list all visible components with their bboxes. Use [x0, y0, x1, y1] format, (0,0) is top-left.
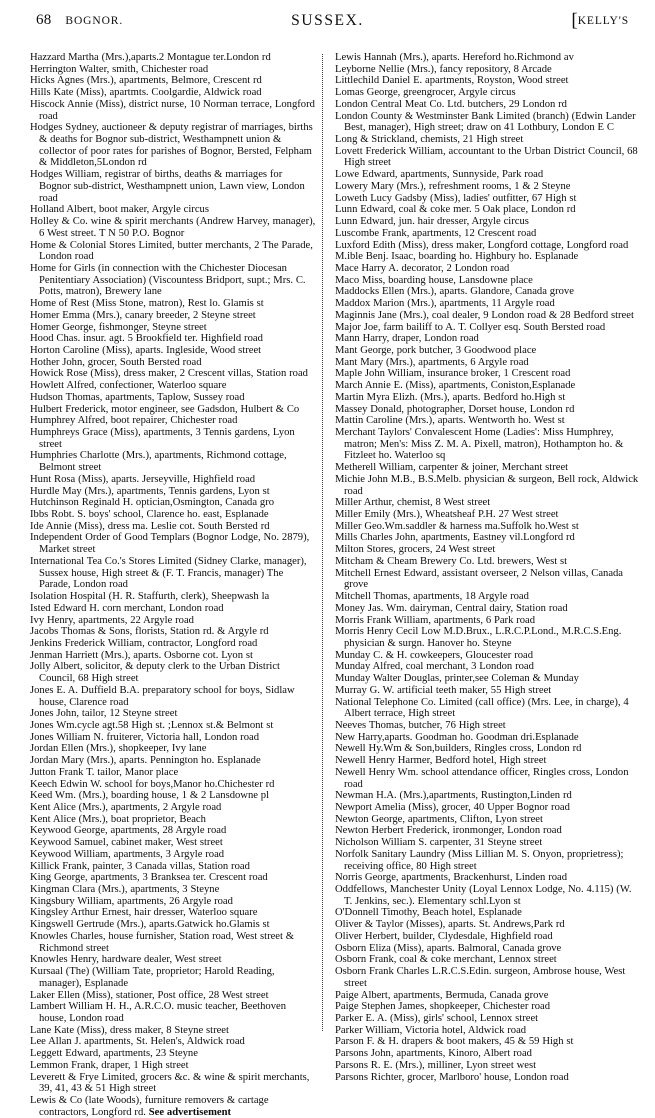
directory-entry: Independent Order of Good Templars (Bognor Lodge, No. 2879), Market street — [30, 532, 310, 556]
directory-entry: Holland Albert, boot maker, Argyle circus — [30, 204, 209, 216]
directory-entry: Lee Allan J. apartments, St. Helen's, Aldwick road — [30, 1036, 245, 1048]
directory-entry: Parker William, Victoria hotel, Aldwick road — [335, 1024, 527, 1036]
directory-entry: Parsons Richter, grocer, Marlboro' house, London road — [335, 1071, 569, 1083]
directory-entry: Maple John William, insurance broker, 1 Crescent road — [335, 368, 571, 380]
directory-entry: Lowery Mary (Mrs.), refreshment rooms, 1 & 2 Steyne — [335, 180, 571, 192]
directory-entry: Jutton Frank T. tailor, Manor place — [30, 766, 179, 778]
directory-entry: Jones William N. fruiterer, Victoria hall, London road — [30, 731, 259, 743]
directory-entry: Lemmon Frank, draper, 1 High street — [30, 1059, 189, 1071]
directory-entry: Lowe Edward, apartments, Sunnyside, Park road — [335, 169, 544, 181]
directory-entry: Jones John, tailor, 12 Steyne street — [30, 708, 178, 720]
directory-entry: Lambert William H. H., A.R.C.O. music teacher, Beethoven house, London road — [30, 1001, 287, 1024]
directory-entry: Maddox Marion (Mrs.), apartments, 11 Argyle road — [335, 298, 555, 310]
directory-entry: Kingsbury William, apartments, 26 Argyle road — [30, 895, 233, 907]
directory-entry: Osborn Eliza (Miss), aparts. Balmoral, Canada grove — [335, 942, 562, 954]
directory-entry: Newell Henry Wm. school attendance officer, Ringles cross, London road — [335, 766, 629, 790]
directory-entry: Jolly Albert, solicitor, & deputy clerk to the Urban District Council, 68 High street — [30, 661, 280, 685]
directory-entry: Oddfellows, Manchester Unity (Loyal Lennox Lodge, No. 4.115) (W. T. Jenkins, sec.). Elementary schl.Lyon st — [335, 884, 632, 907]
publisher-name: KELLY'S — [577, 15, 629, 27]
page-number: 68 — [36, 12, 52, 28]
directory-entry: Isted Edward H. corn merchant, London road — [30, 602, 224, 614]
directory-entry: Keech Edwin W. school for boys,Manor ho.Chichester rd — [30, 778, 275, 790]
column-right — [324, 52, 641, 1083]
directory-entry: Keed Wm. (Mrs.), boarding house, 1 & 2 Lansdowne pl — [30, 790, 270, 802]
directory-entry: Mitcham & Cheam Brewery Co. Ltd. brewers, West st — [335, 555, 568, 567]
directory-entry: National Telephone Co. Limited (call office) (Mrs. Lee, in charge), 4 Albert terrace, High street — [335, 696, 629, 720]
directory-entry: Humphrey Alfred, boot repairer, Chichester road — [30, 415, 238, 427]
directory-entry: International Tea Co.'s Stores Limited (Sidney Clarke, manager), Sussex house, High street & (F. T. Francis, manager) The Parade, London road — [30, 555, 307, 591]
directory-entry: Killick Frank, painter, 3 Canada villas, Station road — [30, 860, 250, 872]
directory-entry: Oliver & Taylor (Misses), aparts. St. Andrews,Park rd — [335, 919, 565, 931]
directory-entry: Long & Strickland, chemists, 21 High street — [335, 134, 524, 146]
directory-entry: Jenman Harriett (Mrs.), aparts. Osborne cot. Lyon st — [30, 649, 253, 661]
directory-entry: Horton Caroline (Miss), aparts. Ingleside, Wood street — [30, 344, 262, 356]
directory-entry: Hulbert Frederick, motor engineer, see Gadsdon, Hulbert & Co — [30, 403, 300, 415]
directory-entry: King George, apartments, 3 Branksea ter. Crescent road — [30, 872, 268, 884]
directory-entry: Michie John M.B., B.S.Melb. physician & surgeon, Bell rock, Aldwick road — [335, 473, 639, 497]
directory-entry: Home of Rest (Miss Stone, matron), Rest lo. Glamis st — [30, 298, 264, 310]
directory-entry: Keywood George, apartments, 28 Argyle road — [30, 825, 227, 837]
directory-entry: Humphries Charlotte (Mrs.), apartments, Richmond cottage, Belmont street — [30, 450, 287, 474]
directory-entry: Hurdle May (Mrs.), apartments, Tennis gardens, Lyon st — [30, 485, 270, 497]
directory-entry: Maginnis Jane (Mrs.), coal dealer, 9 London road & 28 Bedford street — [335, 309, 634, 321]
directory-entry: Neeves Thomas, butcher, 76 High street — [335, 719, 506, 731]
directory-entry: London County & Westminster Bank Limited (branch) (Edwin Lander Best, manager), High street; draw on 41 Lothbury, London E C — [335, 110, 636, 134]
directory-entry: Mann Harry, draper, London road — [335, 333, 479, 345]
directory-entry: Kingman Clara (Mrs.), apartments, 3 Steyne — [30, 884, 220, 896]
directory-entry: Milton Stores, grocers, 24 West street — [335, 544, 496, 556]
directory-entry: Jones E. A. Duffield B.A. preparatory school for boys, Sidlaw house, Clarence road — [30, 684, 295, 708]
directory-entry: Parker E. A. (Miss), girls' school, Lennox street — [335, 1012, 539, 1024]
running-head-place: BOGNOR. — [65, 15, 124, 27]
directory-entry: Parson F. & H. drapers & boot makers, 45 & 59 High st — [335, 1036, 574, 1048]
directory-entry: Money Jas. Wm. dairyman, Central dairy, Station road — [335, 602, 568, 614]
directory-entry: Mitchell Ernest Edward, assistant overseer, 2 Nelson villas, Canada grove — [335, 567, 624, 591]
directory-entry: Munday C. & H. cowkeepers, Gloucester road — [335, 649, 534, 661]
directory-entry: Ibbs Robt. S. boys' school, Clarence ho. east, Esplanade — [30, 509, 269, 521]
directory-entry: Maco Miss, boarding house, Lansdowne place — [335, 274, 533, 286]
directory-entry: Knowles Henry, hardware dealer, West street — [30, 954, 222, 966]
directory-entry: Mattin Caroline (Mrs.), aparts. Wentworth ho. West st — [335, 415, 565, 427]
directory-entry: Ivy Henry, apartments, 22 Argyle road — [30, 614, 194, 626]
directory-entry: Newton George, apartments, Clifton, Lyon street — [335, 813, 543, 825]
directory-entry: New Harry,aparts. Goodman ho. Goodman dri.Esplanade — [335, 731, 579, 743]
directory-entry: Isolation Hospital (H. R. Staffurth, clerk), Sheepwash la — [30, 591, 270, 603]
directory-entry: Leyborne Nellie (Mrs.), fancy repository, 8 Arcade — [335, 63, 552, 75]
column-left — [30, 52, 322, 1118]
directory-entry: Miller Geo.Wm.saddler & harness ma.Suffolk ho.West st — [335, 520, 579, 532]
directory-entry: Howick Rose (Miss), dress maker, 2 Crescent villas, Station road — [30, 368, 308, 380]
directory-entry: Norris George, apartments, Brackenhurst, Linden road — [335, 872, 568, 884]
directory-entry: Paige Albert, apartments, Bermuda, Canada grove — [335, 989, 549, 1001]
directory-entry: Hother John, grocer, South Bersted road — [30, 356, 202, 368]
directory-entry: Hodges William, registrar of births, deaths & marriages for Bognor sub-district, Westhampnett union, Lawn view, London road — [30, 169, 305, 204]
running-head-left — [36, 12, 123, 29]
directory-entry: Maddocks Ellen (Mrs.), aparts. Glandore, Canada grove — [335, 286, 574, 298]
directory-entry: Morris Frank William, apartments, 6 Park road — [335, 614, 536, 626]
directory-entry: Keywood William, apartments, 3 Argyle road — [30, 848, 225, 860]
directory-entry: Herrington Walter, smith, Chichester road — [30, 63, 209, 75]
directory-entry: Hutchinson Reginald H. optician,Osmington, Canada gro — [30, 497, 275, 509]
directory-entry: Kent Alice (Mrs.), apartments, 2 Argyle road — [30, 802, 222, 813]
directory-entry: Kursaal (The) (William Tate, proprietor; Harold Reading, manager), Esplanade — [30, 966, 275, 989]
directory-entry: Mitchell Thomas, apartments, 18 Argyle road — [335, 591, 529, 603]
directory-entry: Jordan Mary (Mrs.), aparts. Pennington ho. Esplanade — [30, 755, 261, 767]
directory-entry: Newton Herbert Frederick, ironmonger, London road — [335, 825, 562, 837]
directory-entry: Hazzard Martha (Mrs.),aparts.2 Montague ter.London rd — [30, 52, 271, 63]
directory-entry: Kingswell Gertrude (Mrs.), aparts.Gatwick ho.Glamis st — [30, 919, 270, 931]
directory-entry: Jordan Ellen (Mrs.), shopkeeper, Ivy lane — [30, 743, 207, 755]
directory-entry: Keywood Samuel, cabinet maker, West street — [30, 837, 223, 849]
directory-entry: Paige Stephen James, shopkeeper, Chichester road — [335, 1001, 551, 1013]
directory-entry: Hudson Thomas, apartments, Taplow, Sussey road — [30, 391, 245, 403]
directory-entry: Lunn Edward, coal & coke mer. 5 Oak place, London rd — [335, 204, 576, 216]
directory-entry: Lewis & Co (late Woods), furniture removers & cartage contractors, Longford rd. See advertisement — [30, 1094, 269, 1118]
directory-entry: O'Donnell Timothy, Beach hotel, Esplanade — [335, 907, 522, 919]
directory-entry: Mant Mary (Mrs.), apartments, 6 Argyle road — [335, 356, 529, 368]
directory-entry: Lunn Edward, jun. hair dresser, Argyle circus — [335, 216, 529, 228]
directory-page — [0, 10, 655, 1118]
directory-entry: Jones Wm.cycle agt.58 High st. ;Lennox st.& Belmont st — [30, 719, 274, 731]
directory-entry: Munday Walter Douglas, printer,see Coleman & Munday — [335, 673, 579, 685]
directory-entry: Metherell William, carpenter & joiner, Merchant street — [335, 462, 569, 474]
directory-entry: Murray G. W. artificial teeth maker, 55 High street — [335, 684, 552, 696]
two-column-body — [0, 52, 655, 1118]
directory-entry: March Annie E. (Miss), apartments, Coniston,Esplanade — [335, 380, 576, 392]
directory-entry: Munday Alfred, coal merchant, 3 London road — [335, 661, 534, 673]
directory-entry: Littlechild Daniel E. apartments, Royston, Wood street — [335, 75, 569, 87]
directory-entry: Leggett Edward, apartments, 23 Steyne — [30, 1048, 198, 1060]
directory-entry: Home for Girls (in connection with the Chichester Diocesan Penitentiary Association) (Viscountess Bridport, supt.; Mrs. C. Potts, matron), Brewery lane — [30, 262, 306, 298]
directory-entry: Luxford Edith (Miss), dress maker, Longford cottage, Longford road — [335, 239, 629, 251]
directory-entry: Major Joe, farm bailiff to A. T. Collyer esq. South Bersted road — [335, 321, 606, 333]
directory-entry: Ide Annie (Miss), dress ma. Leslie cot. South Bersted rd — [30, 520, 270, 532]
directory-entry: Osborn Frank, coal & coke merchant, Lennox street — [335, 954, 557, 966]
directory-entry: Mace Harry A. decorator, 2 London road — [335, 262, 510, 274]
directory-entry: Jacobs Thomas & Sons, florists, Station rd. & Argyle rd — [30, 626, 269, 638]
directory-entry: Lewis Hannah (Mrs.), aparts. Hereford ho.Richmond av — [335, 52, 574, 63]
directory-entry: Leverett & Frye Limited, grocers &c. & wine & spirit merchants, 39, 41, 43 & 51 High street — [30, 1071, 310, 1095]
directory-entry: Lane Kate (Miss), dress maker, 8 Steyne street — [30, 1024, 229, 1036]
directory-entry: Hicks Agnes (Mrs.), apartments, Belmore, Crescent rd — [30, 75, 262, 87]
open-bracket: [ — [571, 10, 578, 31]
directory-entry: Kingsley Arthur Ernest, hair dresser, Waterloo square — [30, 907, 258, 919]
directory-entry: Miller Arthur, chemist, 8 West street — [335, 497, 491, 509]
directory-entry: Hiscock Annie (Miss), district nurse, 10 Norman terrace, Longford road — [30, 98, 315, 122]
directory-entry: Knowles Charles, house furnisher, Station road, West street & Richmond street — [30, 930, 295, 954]
directory-entry: M.ible Benj. Isaac, boarding ho. Highbury ho. Esplanade — [335, 251, 579, 263]
directory-entry: Merchant Taylors' Convalescent Home (Ladies': Miss Humphrey, matron; Men's: Miss Z. M. A. Pixell, matron), Hothampton ho. & Fitzleet ho. Waterloo sq — [335, 427, 624, 462]
directory-entry: Hodges Sydney, auctioneer & deputy registrar of marriages, births & deaths for Bognor sub-district, Westhampnett union & collector of poor rates for parishes of Bognor, Bersted, Felpham & Middleton,5London rd — [30, 122, 313, 169]
running-head-county: SUSSEX. — [291, 12, 364, 29]
directory-entry: Morris Henry Cecil Low M.D.Brux., L.R.C.P.Lond., M.R.C.S.Eng. physician & surgn. Hanover ho. Steyne — [335, 626, 622, 649]
directory-entry: Luscombe Frank, apartments, 12 Crescent road — [335, 227, 537, 239]
directory-entry: Miller Emily (Mrs.), Wheatsheaf P.H. 27 West street — [335, 509, 559, 521]
directory-entry: Nicholson William S. carpenter, 31 Steyne street — [335, 837, 543, 849]
directory-entry: Newport Amelia (Miss), grocer, 40 Upper Bognor road — [335, 802, 570, 813]
directory-entry: Newman H.A. (Mrs.),apartments, Rustington,Linden rd — [335, 790, 572, 802]
directory-entry: Kent Alice (Mrs.), boat proprietor, Beach — [30, 813, 206, 825]
directory-entry: Lovett Frederick William, accountant to the Urban District Council, 68 High street — [335, 145, 638, 169]
running-head — [0, 12, 655, 42]
directory-entry: Oliver Herbert, builder, Clydesdale, Highfield road — [335, 930, 553, 942]
directory-entry: Newell Henry Harmer, Bedford hotel, High street — [335, 755, 547, 767]
directory-entry: Howlett Alfred, confectioner, Waterloo square — [30, 380, 227, 392]
directory-entry: Norfolk Sanitary Laundry (Miss Lillian M. S. Onyon, proprietress); receiving office, 80 High street — [335, 848, 624, 872]
directory-entry: Mant George, pork butcher, 3 Goodwood place — [335, 344, 537, 356]
directory-entry: Parsons R. E. (Mrs.), milliner, Lyon street west — [335, 1059, 537, 1071]
directory-entry: Lomas George, greengrocer, Argyle circus — [335, 87, 516, 99]
directory-entry: Humphreys Grace (Miss), apartments, 3 Tennis gardens, Lyon street — [30, 427, 295, 450]
directory-entry: Newell Hy.Wm & Son,builders, Ringles cross, London rd — [335, 743, 582, 755]
directory-entry: Home & Colonial Stores Limited, butter merchants, 2 The Parade, London road — [30, 239, 313, 263]
directory-entry: Jenkins Frederick William, contractor, Longford road — [30, 637, 258, 649]
directory-entry: Laker Ellen (Miss), stationer, Post office, 28 West street — [30, 989, 269, 1001]
directory-entry: Hills Kate (Miss), apartmts. Coolgardie, Aldwick road — [30, 87, 262, 99]
directory-entry: Loweth Lucy Gadsby (Miss), ladies' outfitter, 67 High st — [335, 192, 577, 204]
directory-entry: Hunt Rosa (Miss), aparts. Jerseyville, Highfield road — [30, 473, 256, 485]
directory-entry: Mills Charles John, apartments, Eastney vil.Longford rd — [335, 532, 575, 544]
directory-entry: Homer George, fishmonger, Steyne street — [30, 321, 207, 333]
directory-entry: Martin Myra Elizh. (Mrs.), aparts. Bedford ho.High st — [335, 391, 566, 403]
directory-entry: London Central Meat Co. Ltd. butchers, 29 London rd — [335, 98, 567, 110]
directory-entry: Holley & Co. wine & spirit merchants (Andrew Harvey, manager), 6 West street. T N 50 P.O. Bognor — [30, 216, 316, 239]
directory-entry: Parsons John, apartments, Kinoro, Albert road — [335, 1048, 532, 1060]
directory-entry: Homer Emma (Mrs.), canary breeder, 2 Steyne street — [30, 309, 256, 321]
directory-entry: Osborn Frank Charles L.R.C.S.Edin. surgeon, Ambrose house, West street — [335, 966, 626, 989]
directory-entry: Hood Chas. insur. agt. 5 Brookfield ter. Highfield road — [30, 333, 263, 345]
directory-entry: Massey Donald, photographer, Dorset house, London rd — [335, 403, 575, 415]
running-head-publisher — [571, 10, 629, 31]
